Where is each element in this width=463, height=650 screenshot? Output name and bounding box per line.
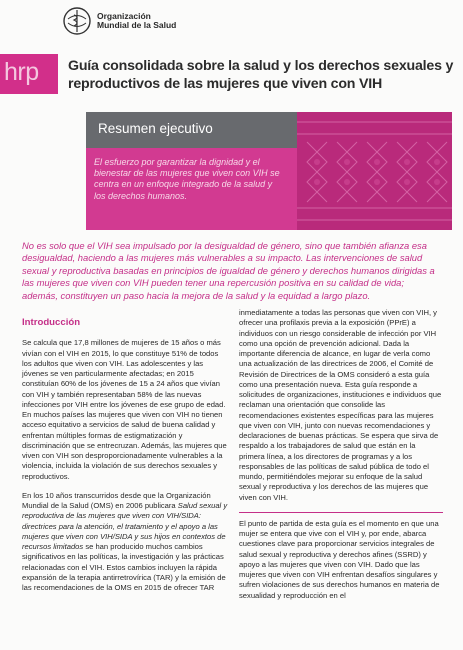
lead-paragraph: No es solo que el VIH sea impulsado por la desigualdad de género, sino que también afianza esa desigualdad, haciendo a las mujeres más vulnerables a su impacto. Las intervenciones de salud sexual y reproductiva basadas en principios de igualdad de género y derechos humanos dirigidas a las mujeres que viven con VIH pueden tener una repercusión positiva en su calidad de vida; además, constituyen un paso hacia la mejora de la salud y la equidad a largo plazo.	[22, 240, 435, 301]
left-column	[22, 318, 228, 602]
org-name-line2: Mundial de la Salud	[97, 20, 177, 30]
hrp-tab	[0, 54, 58, 94]
left-paragraph-1: Se calcula que 17,8 millones de mujeres de 15 años o más vivían con el VIH en 2015, lo que constituye 51% de todos los adultos que viven con VIH. Las adolescentes y las jóvenes se ven particularmente afectadas; en 2015 constituían 60% de los jóvenes de 15 a 24 años que vivían con VIH y también representaban 58% de las nuevas infecciones por VIH entre los jóvenes de ese grupo de edad. En muchos países las mujeres que viven con VIH no tienen acceso equitativo a servicios de salud de buena calidad y enfrentan múltiples formas de estigmatización y discriminación que se entrecruzan. Además, las mujeres que viven con VIH son desproporcionadamente vulnerables a la violencia, incluida la violación de sus derechos sexuales y reproductivos.	[22, 338, 227, 481]
fabric-pattern-graphic	[297, 112, 452, 230]
decorative-fabric-pattern	[297, 112, 452, 230]
section-divider	[239, 512, 443, 513]
who-logo	[62, 6, 176, 36]
document-title: Guía consolidada sobre la salud y los derechos sexuales y reproductivos de las mujeres que viven con VIH	[68, 58, 454, 92]
right-column	[239, 308, 443, 610]
resumen-label: Resumen ejecutivo	[98, 121, 213, 136]
resumen-quote-box	[86, 148, 297, 230]
left-paragraph-2-italic: Salud sexual y reproductiva de las mujeres que viven con VIH/SIDA: directrices para la atención, el tratamiento y el apoyo a las mujeres que viven con VIH/SIDA y sus hijos en contextos de recursos limitados	[22, 501, 228, 551]
org-name-line1: Organización	[97, 11, 151, 21]
who-emblem-icon	[62, 6, 92, 36]
left-paragraph-2-text-a: En los 10 años transcurridos desde que la Organización Mundial de la Salud (OMS) en 2006 publicara	[22, 490, 211, 510]
resumen-bar	[86, 112, 297, 148]
left-paragraph-2-text-b: se han producido muchos cambios significativos en las políticas, la investigación y las prácticas relacionadas con el VIH. Estos cambios incluyen la rápida expansión de la terapia antirretrovírica (TAR) y la emisión de las recomendaciones de la OMS en 2015 de ofrecer TAR	[22, 542, 226, 592]
right-paragraph-1: inmediatamente a todas las personas que viven con VIH, y ofrecer una profilaxis previa a la exposición (PPrE) a individuos con un riesgo considerable de infección por VIH como una opción de prevención adicional. Dada la importante diferencia de alcance, en lugar de verla como una actualización de las directrices de 2006, el Comité de Revisión de Directrices de la OMS consideró a esta guía como una presentación nueva. Esta guía responde a solicitudes de organizaciones, instituciones e individuos que reclaman una orientación que consolide las recomendaciones existentes específicas para las mujeres que viven con VIH, junto con nuevas recomendaciones y declaraciones de buenas prácticas. Se espera que sirva de respaldo a los trabajadores de salud que están en la primera línea, a los directores de programas y a los responsables de las políticas de salud pública de todo el mundo, permitiéndoles mejorar su enfoque de la salud sexual y reproductiva y los derechos de las mujeres que viven con VIH.	[239, 308, 442, 502]
right-paragraph-2: El punto de partida de esta guía es el momento en que una mujer se entera que vive con el VIH y, por ende, abarca cuestiones clave para proporcionar servicios integrales de salud sexual y reproductiva y derechos afines (SSRD) y apoyo a las mujeres que viven con VIH. Dado que las mujeres que viven con VIH enfrentan desafíos singulares y sufren violaciones de sus derechos humanos en materia de sexualidad y reproducción en el	[239, 518, 440, 600]
who-logo-text	[97, 12, 176, 30]
section-heading-introduccion: Introducción	[22, 317, 81, 328]
hrp-tab-label: hrp	[4, 58, 39, 86]
resumen-quote: El esfuerzo por garantizar la dignidad y el bienestar de las mujeres que viven con VIH se centra en un enfoque integrado de la salud y los derechos humanos.	[94, 157, 280, 201]
left-paragraph-2	[22, 491, 228, 594]
